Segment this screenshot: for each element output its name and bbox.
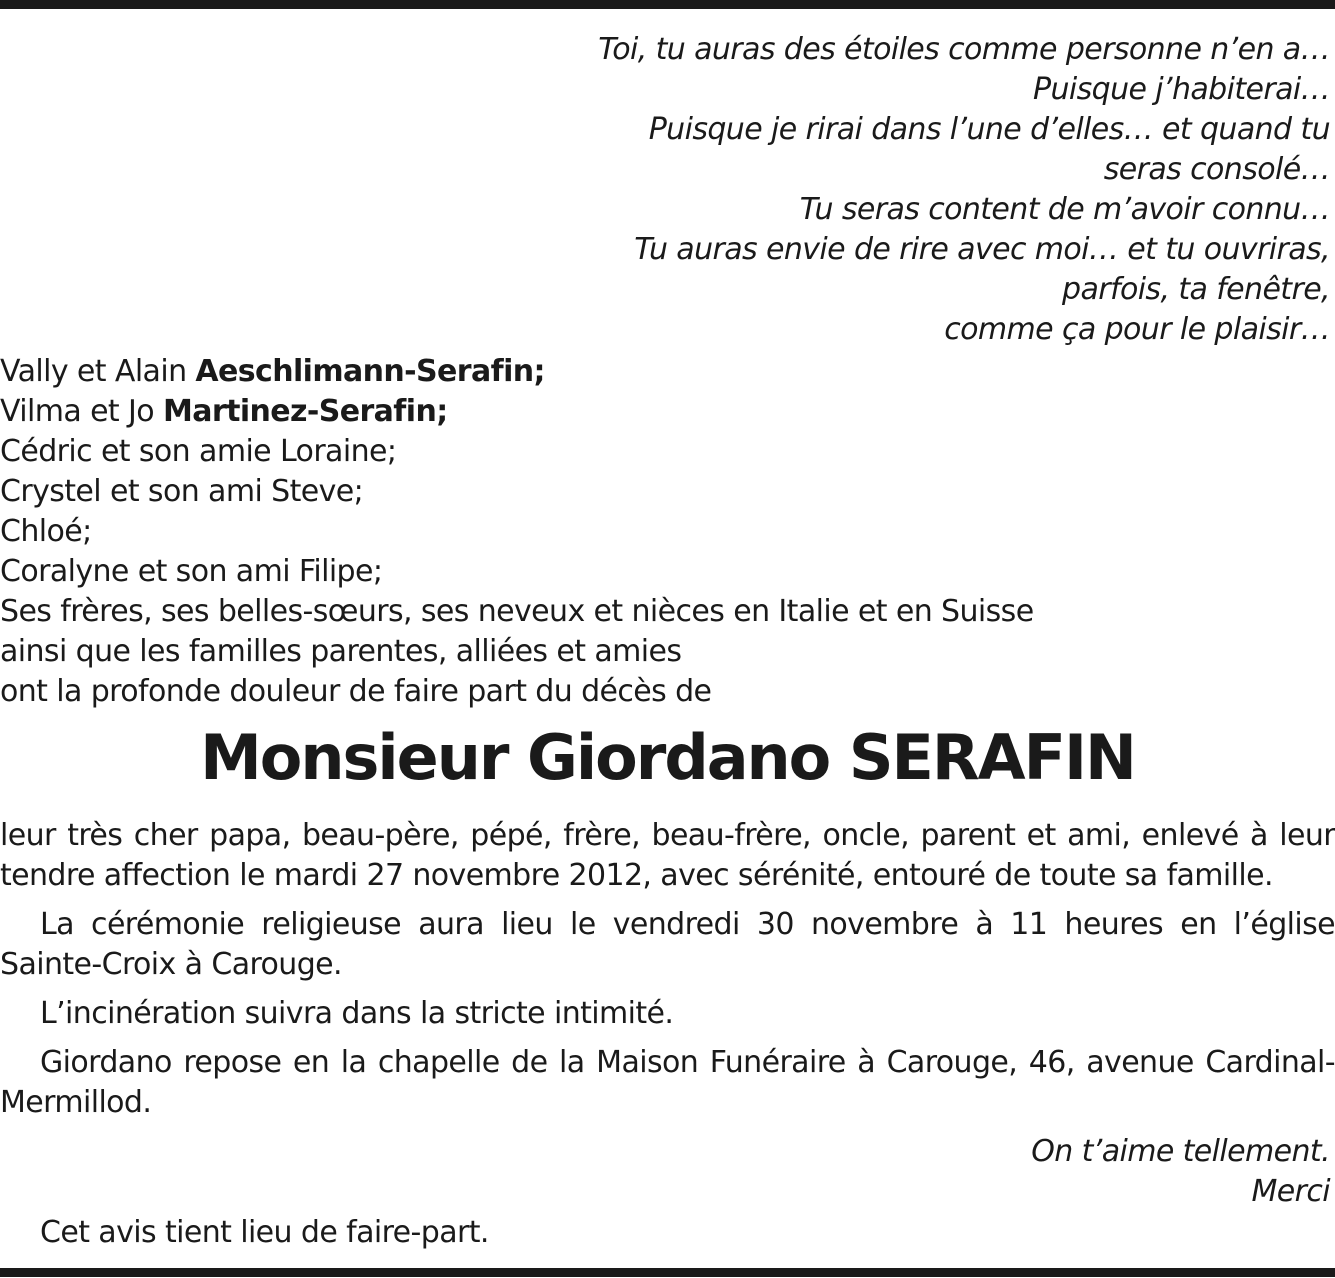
poem-line: Puisque j’habiterai… [1032, 72, 1330, 107]
family-line: ainsi que les familles parentes, alliées et amies [0, 634, 682, 669]
family-surname: Aeschlimann-Serafin; [195, 354, 545, 389]
poem-line: Puisque je rirai dans l’une d’elles… et quand tu [648, 112, 1330, 147]
announcement-paragraph: leur très cher papa, beau-père, pépé, frère, beau-frère, oncle, parent et ami, enlevé à leur tendre affection le mardi 27 novembre 2012, avec sérénité, entouré de toute sa famille. [0, 818, 1335, 893]
poem-quote [550, 30, 1330, 350]
family-line [0, 352, 1335, 392]
family-names: Vally et Alain [0, 354, 196, 389]
family-line: Ses frères, ses belles-sœurs, ses neveux et nièces en Italie et en Suisse [0, 594, 1034, 629]
family-surname: Martinez-Serafin; [162, 394, 448, 429]
poem-line: comme ça pour le plaisir… [944, 312, 1330, 347]
closing-line: On t’aime tellement. [1031, 1134, 1330, 1169]
ceremony-paragraph: La cérémonie religieuse aura lieu le vendredi 30 novembre à 11 heures en l’église Sainte-Croix à Carouge. [0, 907, 1335, 982]
cremation-paragraph: L’incinération suivra dans la stricte intimité. [40, 996, 674, 1031]
family-line [0, 392, 1335, 432]
family-line: Crystel et son ami Steve; [0, 474, 364, 509]
family-list [0, 352, 1335, 712]
family-line: Cédric et son amie Loraine; [0, 434, 397, 469]
closing-words [1031, 1132, 1330, 1212]
family-line: Chloé; [0, 514, 92, 549]
deceased-name: Monsieur Giordano SERAFIN [200, 721, 1135, 794]
family-line: ont la profonde douleur de faire part du décès de [0, 674, 712, 709]
bottom-rule [0, 1268, 1335, 1277]
family-line: Coralyne et son ami Filipe; [0, 554, 383, 589]
family-names: Vilma et Jo [0, 394, 163, 429]
poem-line: parfois, ta fenêtre, [1062, 272, 1330, 307]
closing-line: Merci [1251, 1174, 1330, 1209]
notice-text: Cet avis tient lieu de faire-part. [40, 1215, 489, 1250]
top-rule [0, 0, 1335, 9]
viewing-paragraph: Giordano repose en la chapelle de la Maison Funéraire à Carouge, 46, avenue Cardinal-Mermillod. [0, 1045, 1335, 1120]
announcement-body [0, 816, 1335, 1123]
poem-line: Toi, tu auras des étoiles comme personne n’en a… [598, 32, 1330, 67]
poem-line: Tu auras envie de rire avec moi… et tu ouvriras, [634, 232, 1330, 267]
poem-line: Tu seras content de m’avoir connu… [799, 192, 1330, 227]
poem-line: seras consolé… [1103, 152, 1330, 187]
